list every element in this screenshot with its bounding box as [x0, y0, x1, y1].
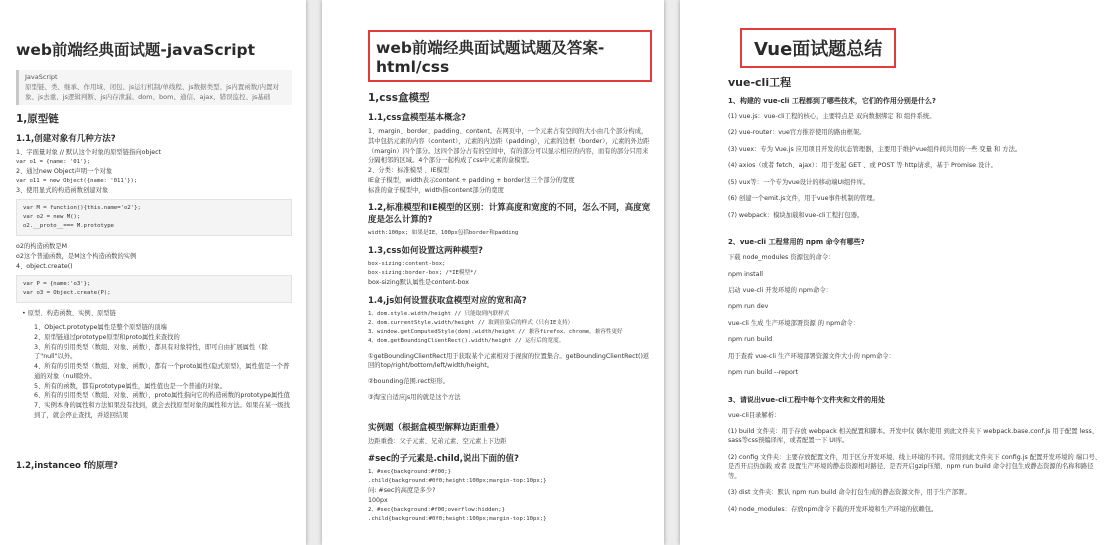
paragraph: 2、通过new Object声明一个对象 [16, 167, 113, 175]
list-item: 7、实例本身的属性和方法如果没有找到，就会去找原型对象的属性和方法。如果在某一级找到了，就会停止查找，并返回结果 [34, 402, 290, 419]
paragraph: 2、分类：标准模型 、IE模型 [368, 167, 450, 174]
paragraph: ③淘宝自适应js用的就是这个方法 [368, 393, 461, 401]
section-heading: 1,原型链 [16, 113, 59, 126]
quote-heading: JavaScript [25, 73, 58, 81]
code-line: 2、dom.currentStyle.width/height // 取到渲染后的样式（只有IE支持） [368, 319, 574, 326]
code-block: var P = {name:'o3'}; var o3 = Object.create(P); [16, 275, 292, 303]
list-item: 1、Object.prototype属性是整个原型链的顶端 [34, 324, 167, 332]
code-line: 3、window.getComputedStyle(dom).width/height // 兼容firefox、chrome，兼容性更好 [368, 328, 623, 335]
paragraph: box-sizing默认属性是content-box [368, 279, 469, 287]
list-item: • 原型、构造函数、实例、原型链 [22, 309, 292, 319]
page-title: Vue面试题总结 [740, 28, 896, 68]
list-item: 2、原型链通过prototype原型和proto属性来查找的 [34, 333, 180, 341]
page-title: web前端经典面试题-javaScript [16, 41, 256, 59]
list-item: 5、所有的函数，都有prototype属性，属性值也是一个普通的对象。 [34, 382, 227, 390]
paragraph: o2这个普通函数，是M这个构造函数的实例 [16, 252, 137, 260]
paragraph: (2) vue-router：vue官方推荐使用的路由框架。 [728, 129, 866, 137]
code-block: 1、#sec{background:#f00;} .child{background:#0f0;height:100px;margin-top:10px;} [368, 469, 547, 485]
paragraph: 1、margin、border、padding、content。在网页中，一个元素占有空间的大小由几个部分构成，其中包括元素的内容（content），元素的内边距（padding），元素的边框（border），元素的外边距（margin）四个部分。这四个部分占有的空间中，有的部分可以显示相应的内容，而有的部分只用来分隔相邻的区域。4个部分一起构成了css中元素的盒模型。 [368, 128, 650, 165]
paragraph: npm run build [728, 336, 773, 344]
inline-code: box-sizing:content-box; [368, 261, 446, 268]
paragraph: (3) vuex：专为 Vue.js 应用项目开发的状态管理器，主要用于维护vue组件间共用的一些 变量 和 方法。 [728, 145, 1022, 153]
paragraph: 3、使用显式的构造函数创建对象 [16, 186, 109, 194]
paragraph: 边距重叠：父子元素、兄弟元素、空元素上下边距 [368, 437, 507, 445]
section-heading: 1,css盒模型 [368, 92, 430, 104]
paragraph: vue-cli 生成 生产环境部署资源 的 npm命令： [728, 319, 860, 327]
list-item: 4、所有的引用类型（数组、对象、函数），都有一个proto属性(隐式原型)，属性值是一个普通的对象（null除外。 [34, 363, 290, 380]
paragraph: o2的构造函数是M [16, 243, 68, 251]
paragraph: vue-cli目录解析： [728, 411, 781, 419]
paragraph: (3) dist 文件夹：默认 npm run build 命令打包生成的静态资源文件，用于生产部署。 [728, 489, 971, 497]
paragraph: (1) build 文件夹：用于存放 webpack 相关配置和脚本。开发中仅 偶尔使用 到此文件夹下 webpack.base.conf.js 用于配置 less、sass等css预编译库，或者配置一下 UI库。 [728, 428, 1099, 445]
paragraph: 下载 node_modules 资源包的命令： [728, 254, 835, 262]
subsection-heading: 1.1,css盒模型基本概念? [368, 113, 466, 123]
subsection-heading: 实例题（根据盒模型解释边距重叠） [368, 422, 505, 433]
paragraph: npm run build --report [728, 369, 798, 377]
paragraph: 问: #sec的高度是多少? [368, 487, 436, 495]
section-heading: vue-cli工程 [728, 76, 792, 89]
paragraph: IE盒子模型，width表示content + padding + border这三个部分的宽度 [368, 176, 575, 184]
inline-code: var o11 = new Object({name: '011'}); [16, 177, 138, 184]
paragraph: 启动 vue-cli 开发环境的 npm命令： [728, 286, 832, 294]
quote-body: 原型链、类、继承、作用域、闭包、js运行机制/单线程、js数据类型、js内置函数/内置对象、js去重、js逻辑判断、js内存泄漏、dom、bom、通信、ajax、错误监控、js基础 [25, 82, 279, 101]
document-page-javascript [0, 0, 306, 545]
paragraph: npm install [728, 270, 763, 278]
code-line: 1、dom.style.width/height // 只能取到内联样式 [368, 310, 510, 317]
subsection-heading: 1.2,标准模型和IE模型的区别：计算高度和宽度的不同，怎么不同，高度宽度是怎么计算的? [368, 203, 651, 226]
subsection-heading: 1.4,js如何设置获取盒模型对应的宽和高? [368, 295, 527, 306]
list-item: 6、所有的引用类型（数组、对象、函数），proto属性指向它的构造函数的prototype属性值 [34, 392, 290, 400]
bullet-list [22, 309, 292, 319]
paragraph: npm run dev [728, 303, 769, 311]
paragraph: (7) webpack：模块加载和vue-cli工程打包器。 [728, 211, 864, 219]
page-title: web前端经典面试题试题及答案-html/css [368, 30, 652, 82]
code-block: var M = function(){this.name='o2'}; var o2 = new M(); o2.__proto__=== M.prototype [16, 199, 292, 236]
subsection-heading: 1.3,css如何设置这两种模型? [368, 246, 483, 257]
question-heading: 3、请说出vue-cli工程中每个文件夹和文件的用处 [728, 395, 886, 404]
paragraph: 标准的盒子模型中，width指content部分的宽度 [368, 186, 504, 194]
document-page-html-css [322, 0, 664, 545]
list-item: 3、所有的引用类型（数组、对象、函数），都具有对象特性，即可自由扩展属性（除了"null"以外。 [34, 343, 268, 361]
inline-code: box-sizing:border-box; /*IE模型*/ [368, 270, 477, 277]
document-page-vue [680, 0, 1116, 545]
paragraph: (1) vue.js：vue-cli工程的核心，主要特点是 双向数据绑定 和 组件系统。 [728, 113, 936, 120]
paragraph: 用于查看 vue-cli 生产环境部署资源文件大小的 npm命令： [728, 352, 895, 360]
code-block: 2、#sec{background:#f00;overflow:hidden;} .child{background:#0f0;height:100px;margin-top:10px;} [368, 506, 547, 522]
question-heading: 2、vue-cli 工程常用的 npm 命令有哪些? [728, 238, 865, 247]
paragraph: (2) config 文件夹：主要存放配置文件，用于区分开发环境、线上环境的不同。常用到此文件夹下 config.js 配置开发环境的 端口号、是否开启热加载 或者 设置生产环境的静态资源相对路径、是否开启gzip压缩、npm run build 命令打包生成静态资源的名称和路径等。 [728, 453, 1102, 480]
subsection-heading: 1.2,instanceo f的原理? [16, 460, 118, 471]
paragraph: ②bounding范围.rect矩形。 [368, 378, 449, 386]
paragraph: (4) node_modules：存放npm命令下载的开发环境和生产环境的依赖包。 [728, 505, 938, 513]
paragraph: 4、object.create() [16, 262, 73, 270]
paragraph: (6) 创建一个emit.js文件，用于vue事件机制的管理。 [728, 195, 879, 203]
paragraph: ①getBoundingClientRect用于获取某个元素相对于视窗的位置集合。getBoundingClientRect()返回的top/right/bottom/left/width/height。 [368, 352, 650, 370]
subsection-heading: 1.1,创建对象有几种方法? [16, 134, 116, 145]
paragraph: (5) vux等：一个专为vue设计的移动端UI组件库。 [728, 178, 870, 186]
paragraph: 1、字面量对象 // 默认这个对象的原型链指向object [16, 149, 162, 157]
paragraph: (4) axios（或者 fetch、ajax）：用于发起 GET 、或 POST 等 http请求，基于 Promise 设计。 [728, 162, 997, 170]
inline-code: var o1 = {name: '01'}; [16, 159, 91, 165]
question-heading: 1、构建的 vue-cli 工程都到了哪些技术，它们的作用分别是什么? [728, 97, 936, 105]
numbered-list [34, 323, 292, 421]
intro-quote [16, 70, 292, 105]
paragraph: width:100px; 如果是IE，100px包括border和padding [368, 230, 519, 237]
code-line: 4、dom.getBoundingClientRect().width/height // 运行后的宽度。 [368, 337, 565, 344]
subsection-heading: #sec的子元素是.child,说出下面的值? [368, 454, 519, 465]
paragraph: 100px [368, 496, 388, 504]
